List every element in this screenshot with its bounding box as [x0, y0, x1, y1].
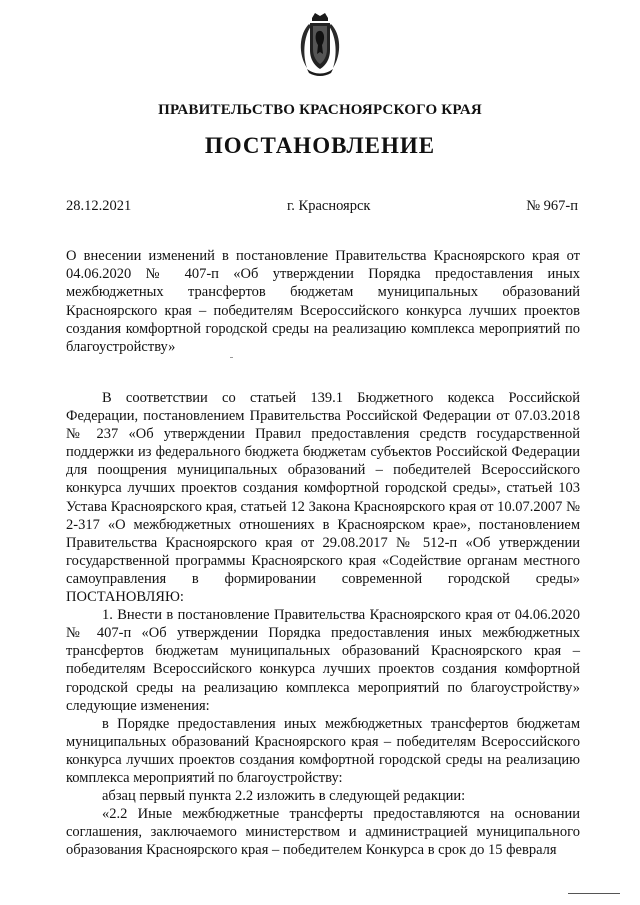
document-type: ПОСТАНОВЛЕНИЕ — [204, 133, 436, 158]
document-city: г. Красноярск — [286, 198, 371, 214]
document-body — [66, 389, 580, 859]
document-date: 28.12.2021 — [66, 198, 132, 214]
coat-of-arms-icon — [295, 12, 345, 78]
paragraph-new-text: «2.2 Иные межбюджетные трансферты предоставляются на основании соглашения, заключаемого министерством и администрацией муниципального образования Красноярского края – победителем Конкурса в срок до 15 февраля — [66, 806, 580, 859]
meta-row — [66, 198, 578, 215]
document-number: № 967-п — [526, 198, 578, 214]
scan-dot — [230, 357, 233, 358]
paragraph-preamble: В соответствии со статьей 139.1 Бюджетного кодекса Российской Федерации, постановлением Правительства Российской Федерации от 07.03.2018 № 237 «Об утверждении Правил предоставления средств государственной поддержки из федерального бюджета бюджетам субъектов Российской Федерации для поощрения муниципальных образований – победителей Всероссийского конкурса лучших проектов создания комфортной городской среды», статьей 103 Устава Красноярского края, статьей 12 Закона Красноярского края от 10.07.2007 № 2-317 «О межбюджетных отношениях в Красноярском крае», постановлением Правительства Красноярского края от 29.08.2017 № 512-п «Об утверждении государственной программы Красноярского края «Содействие органам местного самоуправления в формировании современной городской среды» ПОСТАНОВЛЯЮ: — [66, 390, 580, 606]
paragraph-instruction: абзац первый пункта 2.2 изложить в следующей редакции: — [102, 788, 466, 805]
paragraph-amendment: в Порядке предоставления иных межбюджетных трансфертов бюджетам муниципальных образований Красноярского края – победителям Всероссийского конкурса лучших проектов создания комфортной городской среды на реализацию комплекса мероприятий по благоустройству: — [66, 715, 580, 786]
paragraph-item-1: 1. Внести в постановление Правительства Красноярского края от 04.06.2020 № 407-п «Об утверждении Порядка предоставления иных межбюджетных трансфертов бюджетам муниципальных образований Красноярского края – победителям Всероссийского конкурса лучших проектов создания комфортной городской среды на реализацию комплекса мероприятий по благоустройству» следующие изменения: — [66, 607, 580, 714]
document-subject: О внесении изменений в постановление Правительства Красноярского края от 04.06.2020 № 407-п «Об утверждении Порядка предоставления иных межбюджетных трансфертов бюджетам муниципальных образований Красноярского края – победителям Всероссийского конкурса лучших проектов создания комфортной городской среды на реализацию комплекса мероприятий по благоустройству» — [66, 248, 580, 356]
footer-line — [568, 893, 620, 894]
government-title: ПРАВИТЕЛЬСТВО КРАСНОЯРСКОГО КРАЯ — [158, 102, 482, 118]
